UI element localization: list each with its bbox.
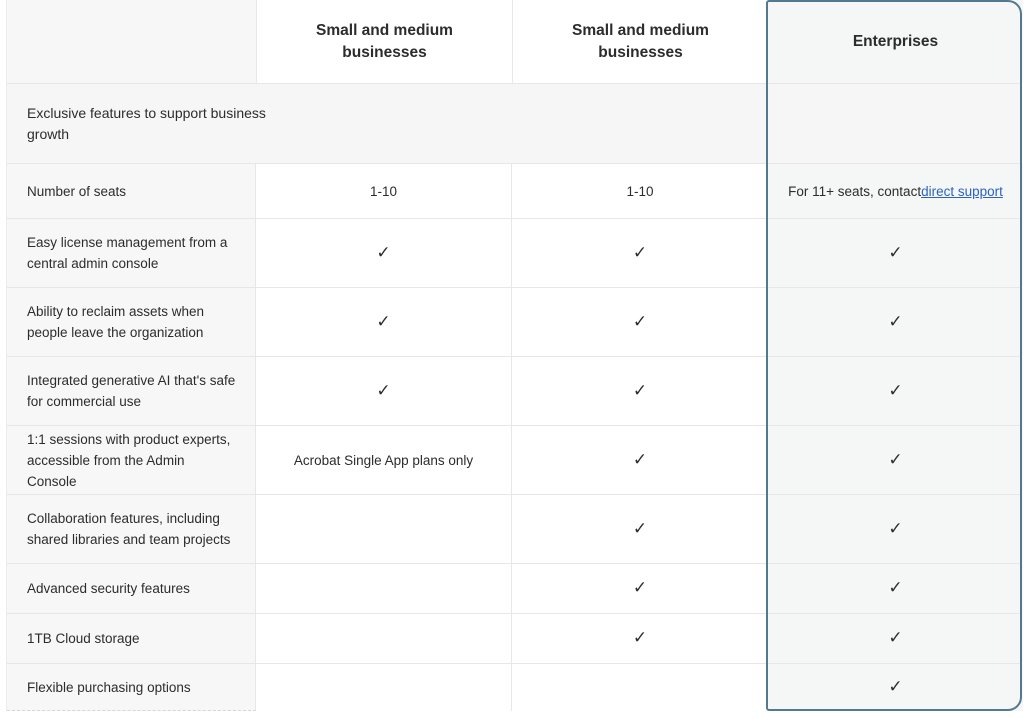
checkmark-icon: ✓ (632, 311, 648, 332)
check-cell (768, 664, 1023, 711)
table-row (7, 163, 1022, 218)
empty-cell (256, 495, 512, 563)
check-cell (256, 288, 512, 356)
table-row (7, 494, 1022, 563)
checkmark-icon: ✓ (888, 578, 903, 598)
check-cell (512, 614, 768, 663)
empty-cell (256, 614, 512, 663)
value-cell: 1-10 (256, 164, 512, 218)
section-header-row (7, 83, 1022, 163)
table-row (7, 287, 1022, 356)
header-enterprises: Enterprises (768, 0, 1023, 83)
check-cell (512, 564, 768, 613)
checkmark-icon: ✓ (632, 578, 648, 598)
checkmark-icon: ✓ (632, 518, 648, 539)
check-cell (512, 426, 768, 494)
check-cell (256, 357, 512, 425)
check-cell (768, 426, 1023, 494)
checkmark-icon: ✓ (376, 311, 391, 332)
table-row (7, 425, 1022, 494)
check-cell (512, 357, 768, 425)
feature-label: Ability to reclaim assets when people leave the organization (7, 288, 256, 356)
checkmark-icon: ✓ (376, 242, 391, 263)
table-row (7, 218, 1022, 287)
check-cell (512, 495, 768, 563)
header-smb-1: Small and medium businesses (256, 0, 512, 83)
feature-label: 1:1 sessions with product experts, accessible from the Admin Console (7, 426, 256, 494)
checkmark-icon: ✓ (888, 311, 903, 332)
check-cell (768, 288, 1023, 356)
check-cell (768, 219, 1023, 287)
check-cell (256, 219, 512, 287)
check-cell (768, 564, 1023, 613)
checkmark-icon: ✓ (888, 628, 903, 648)
direct-support-link[interactable]: direct support (921, 183, 1003, 199)
check-cell (768, 614, 1023, 663)
table-header-row (7, 0, 1022, 83)
checkmark-icon: ✓ (888, 242, 903, 263)
feature-label: Flexible purchasing options (7, 664, 256, 711)
checkmark-icon: ✓ (632, 628, 648, 648)
check-cell (512, 219, 768, 287)
checkmark-icon: ✓ (632, 449, 648, 470)
checkmark-icon: ✓ (888, 449, 903, 470)
value-cell: 1-10 (626, 183, 654, 199)
checkmark-icon: ✓ (888, 677, 903, 697)
check-cell (768, 495, 1023, 563)
table-row (7, 563, 1022, 613)
section-header-label: Exclusive features to support business growth (27, 104, 266, 142)
feature-label: Integrated generative AI that's safe for commercial use (7, 357, 256, 425)
checkmark-icon: ✓ (888, 380, 903, 401)
value-cell: Acrobat Single App plans only (256, 426, 512, 494)
checkmark-icon: ✓ (632, 380, 648, 401)
checkmark-icon: ✓ (888, 518, 903, 539)
checkmark-icon: ✓ (632, 242, 648, 263)
header-smb-2: Small and medium businesses (512, 0, 768, 83)
check-cell (768, 357, 1023, 425)
checkmark-icon: ✓ (376, 380, 391, 401)
seats-contact-text: For 11+ seats, contact (788, 183, 922, 199)
feature-label: Number of seats (7, 164, 256, 218)
value-cell (768, 164, 1023, 218)
plan-comparison-table (6, 0, 1022, 711)
header-corner-cell (7, 0, 256, 83)
table-body (7, 163, 1022, 711)
table-row (7, 356, 1022, 425)
empty-cell (512, 664, 768, 711)
feature-label: Easy license management from a central admin console (7, 219, 256, 287)
feature-label: Advanced security features (7, 564, 256, 613)
check-cell (512, 288, 768, 356)
table-row (7, 613, 1022, 663)
feature-label: 1TB Cloud storage (7, 614, 256, 663)
empty-cell (256, 664, 512, 711)
table-row (7, 663, 1022, 711)
empty-cell (256, 564, 512, 613)
feature-label: Collaboration features, including shared libraries and team projects (7, 495, 256, 563)
